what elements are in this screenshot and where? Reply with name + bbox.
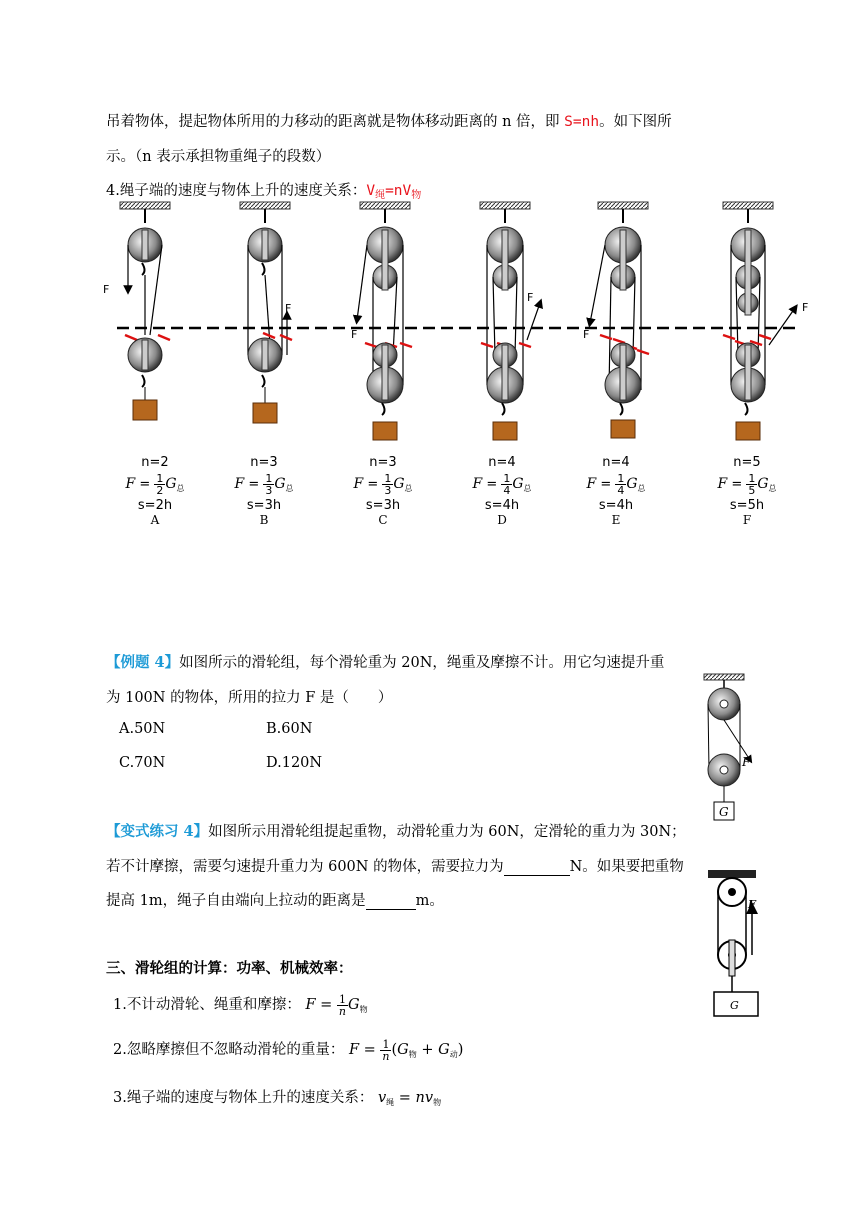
pulley-system-e <box>583 202 649 438</box>
caption-distance: s=4h <box>484 498 520 513</box>
pulley-system-b <box>240 202 292 423</box>
caption-n: n=5 <box>733 455 761 470</box>
intro-line-1 <box>106 110 672 131</box>
force-label-e: F <box>583 328 590 341</box>
caption-force-formula: F = $\frac{1}{5}$ $G_总$ <box>717 472 777 497</box>
pulley-caption-c <box>343 455 423 527</box>
caption-force-formula: F = $\frac{1}{4}$ $G_总$ <box>472 472 532 497</box>
force-label-a: F <box>103 283 110 296</box>
caption-distance: s=3h <box>365 498 401 513</box>
option-d[interactable]: D.120N <box>266 755 323 771</box>
pulley-caption-f <box>707 455 787 527</box>
caption-letter: C <box>378 513 388 527</box>
answer-blank-distance[interactable] <box>366 893 416 910</box>
formula-s-nh: S=nh <box>564 114 600 130</box>
example-4-weight-label: G <box>719 805 729 819</box>
caption-force-formula: F = $\frac{1}{2}$ $G_总$ <box>125 472 185 497</box>
intro-text-post: 。如下图所 <box>599 114 672 130</box>
caption-distance: s=5h <box>729 498 765 513</box>
variant-4-line-2: 若不计摩擦，需要匀速提升重力为 600N 的物体，需要拉力为 N。如果要把重物 <box>106 859 684 875</box>
answer-blank-force[interactable] <box>504 859 570 876</box>
caption-force-formula: F = $\frac{1}{4}$ $G_总$ <box>586 472 646 497</box>
pulley-system-f <box>723 202 808 440</box>
example-4-line-1 <box>106 651 664 672</box>
caption-force-formula: F = $\frac{1}{3}$ $G_总$ <box>234 472 294 497</box>
option-b[interactable]: B.60N <box>266 721 313 737</box>
section-3-title: 三、滑轮组的计算：功率、机械效率： <box>106 961 353 977</box>
pulley-system-a <box>103 202 170 420</box>
caption-letter: D <box>497 513 507 527</box>
pulley-system-d <box>480 202 540 440</box>
force-label-c: F <box>351 328 358 341</box>
pulley-caption-a <box>115 455 195 527</box>
caption-letter: E <box>611 513 621 527</box>
option-c[interactable]: C.70N <box>119 755 166 771</box>
caption-n: n=2 <box>141 455 169 470</box>
pulley-system-c <box>351 202 412 440</box>
variant-4-force-label: F <box>748 898 756 911</box>
caption-n: n=3 <box>250 455 278 470</box>
force-label-b: F <box>285 302 292 315</box>
force-label-f: F <box>802 301 809 314</box>
example-4-line-2: 为 100N 的物体，所用的拉力 F 是（ ） <box>106 690 393 706</box>
caption-distance: s=2h <box>137 498 173 513</box>
intro-line-2: 示。（n 表示承担物重绳子的段数） <box>106 149 331 165</box>
caption-force-formula: F = $\frac{1}{3}$ $G_总$ <box>353 472 413 497</box>
caption-letter: B <box>259 513 269 527</box>
item-4-text: 4.绳子端的速度与物体上升的速度关系： <box>106 183 367 199</box>
formula-3: 3.绳子端的速度与物体上升的速度关系： $v_绳 = nv_物$ <box>113 1090 442 1107</box>
option-a[interactable]: A.50N <box>119 721 166 737</box>
variant-4-weight-label: G <box>730 999 739 1012</box>
example-4-text: 如图所示的滑轮组，每个滑轮重为 20N，绳重及摩擦不计。用它匀速提升重 <box>179 655 665 671</box>
variant-4-line-1 <box>106 820 686 841</box>
caption-n: n=4 <box>488 455 516 470</box>
caption-n: n=4 <box>602 455 630 470</box>
example-4-pulley-figure <box>700 670 770 825</box>
intro-text: 吊着物体，提起物体所用的力移动的距离就是物体移动距离的 n 倍，即 <box>106 114 565 130</box>
variant-4-pulley-figure <box>706 870 776 1025</box>
caption-letter: F <box>742 513 752 527</box>
caption-letter: A <box>150 513 160 527</box>
pulley-caption-e <box>576 455 656 527</box>
pulley-systems-figure <box>95 195 815 455</box>
example-4-force-label: F <box>742 755 751 769</box>
variant-4-tag: 【变式练习 4】 <box>106 823 209 840</box>
variant-4-text: 如图所示用滑轮组提起重物，动滑轮重力为 60N，定滑轮的重力为 30N； <box>208 824 686 840</box>
force-label-d: F <box>527 291 534 304</box>
variant-4-line-3: 提高 1m，绳子自由端向上拉动的距离是 m。 <box>106 893 444 909</box>
pulley-caption-b <box>224 455 304 527</box>
item-4-formula: $V_绳=nV_物$ <box>366 183 422 201</box>
formula-2: 2.忽略摩擦但不忽略动滑轮的重量： F = $\frac{1}{n}$ $(G_物 + G_动)$ <box>113 1037 464 1063</box>
caption-distance: s=3h <box>246 498 282 513</box>
example-4-tag: 【例题 4】 <box>106 654 180 671</box>
formula-1: 1.不计动滑轮、绳重和摩擦： F = $\frac{1}{n}$ $G_物$ <box>113 992 368 1018</box>
pulley-caption-d <box>462 455 542 527</box>
caption-distance: s=4h <box>598 498 634 513</box>
caption-n: n=3 <box>369 455 397 470</box>
